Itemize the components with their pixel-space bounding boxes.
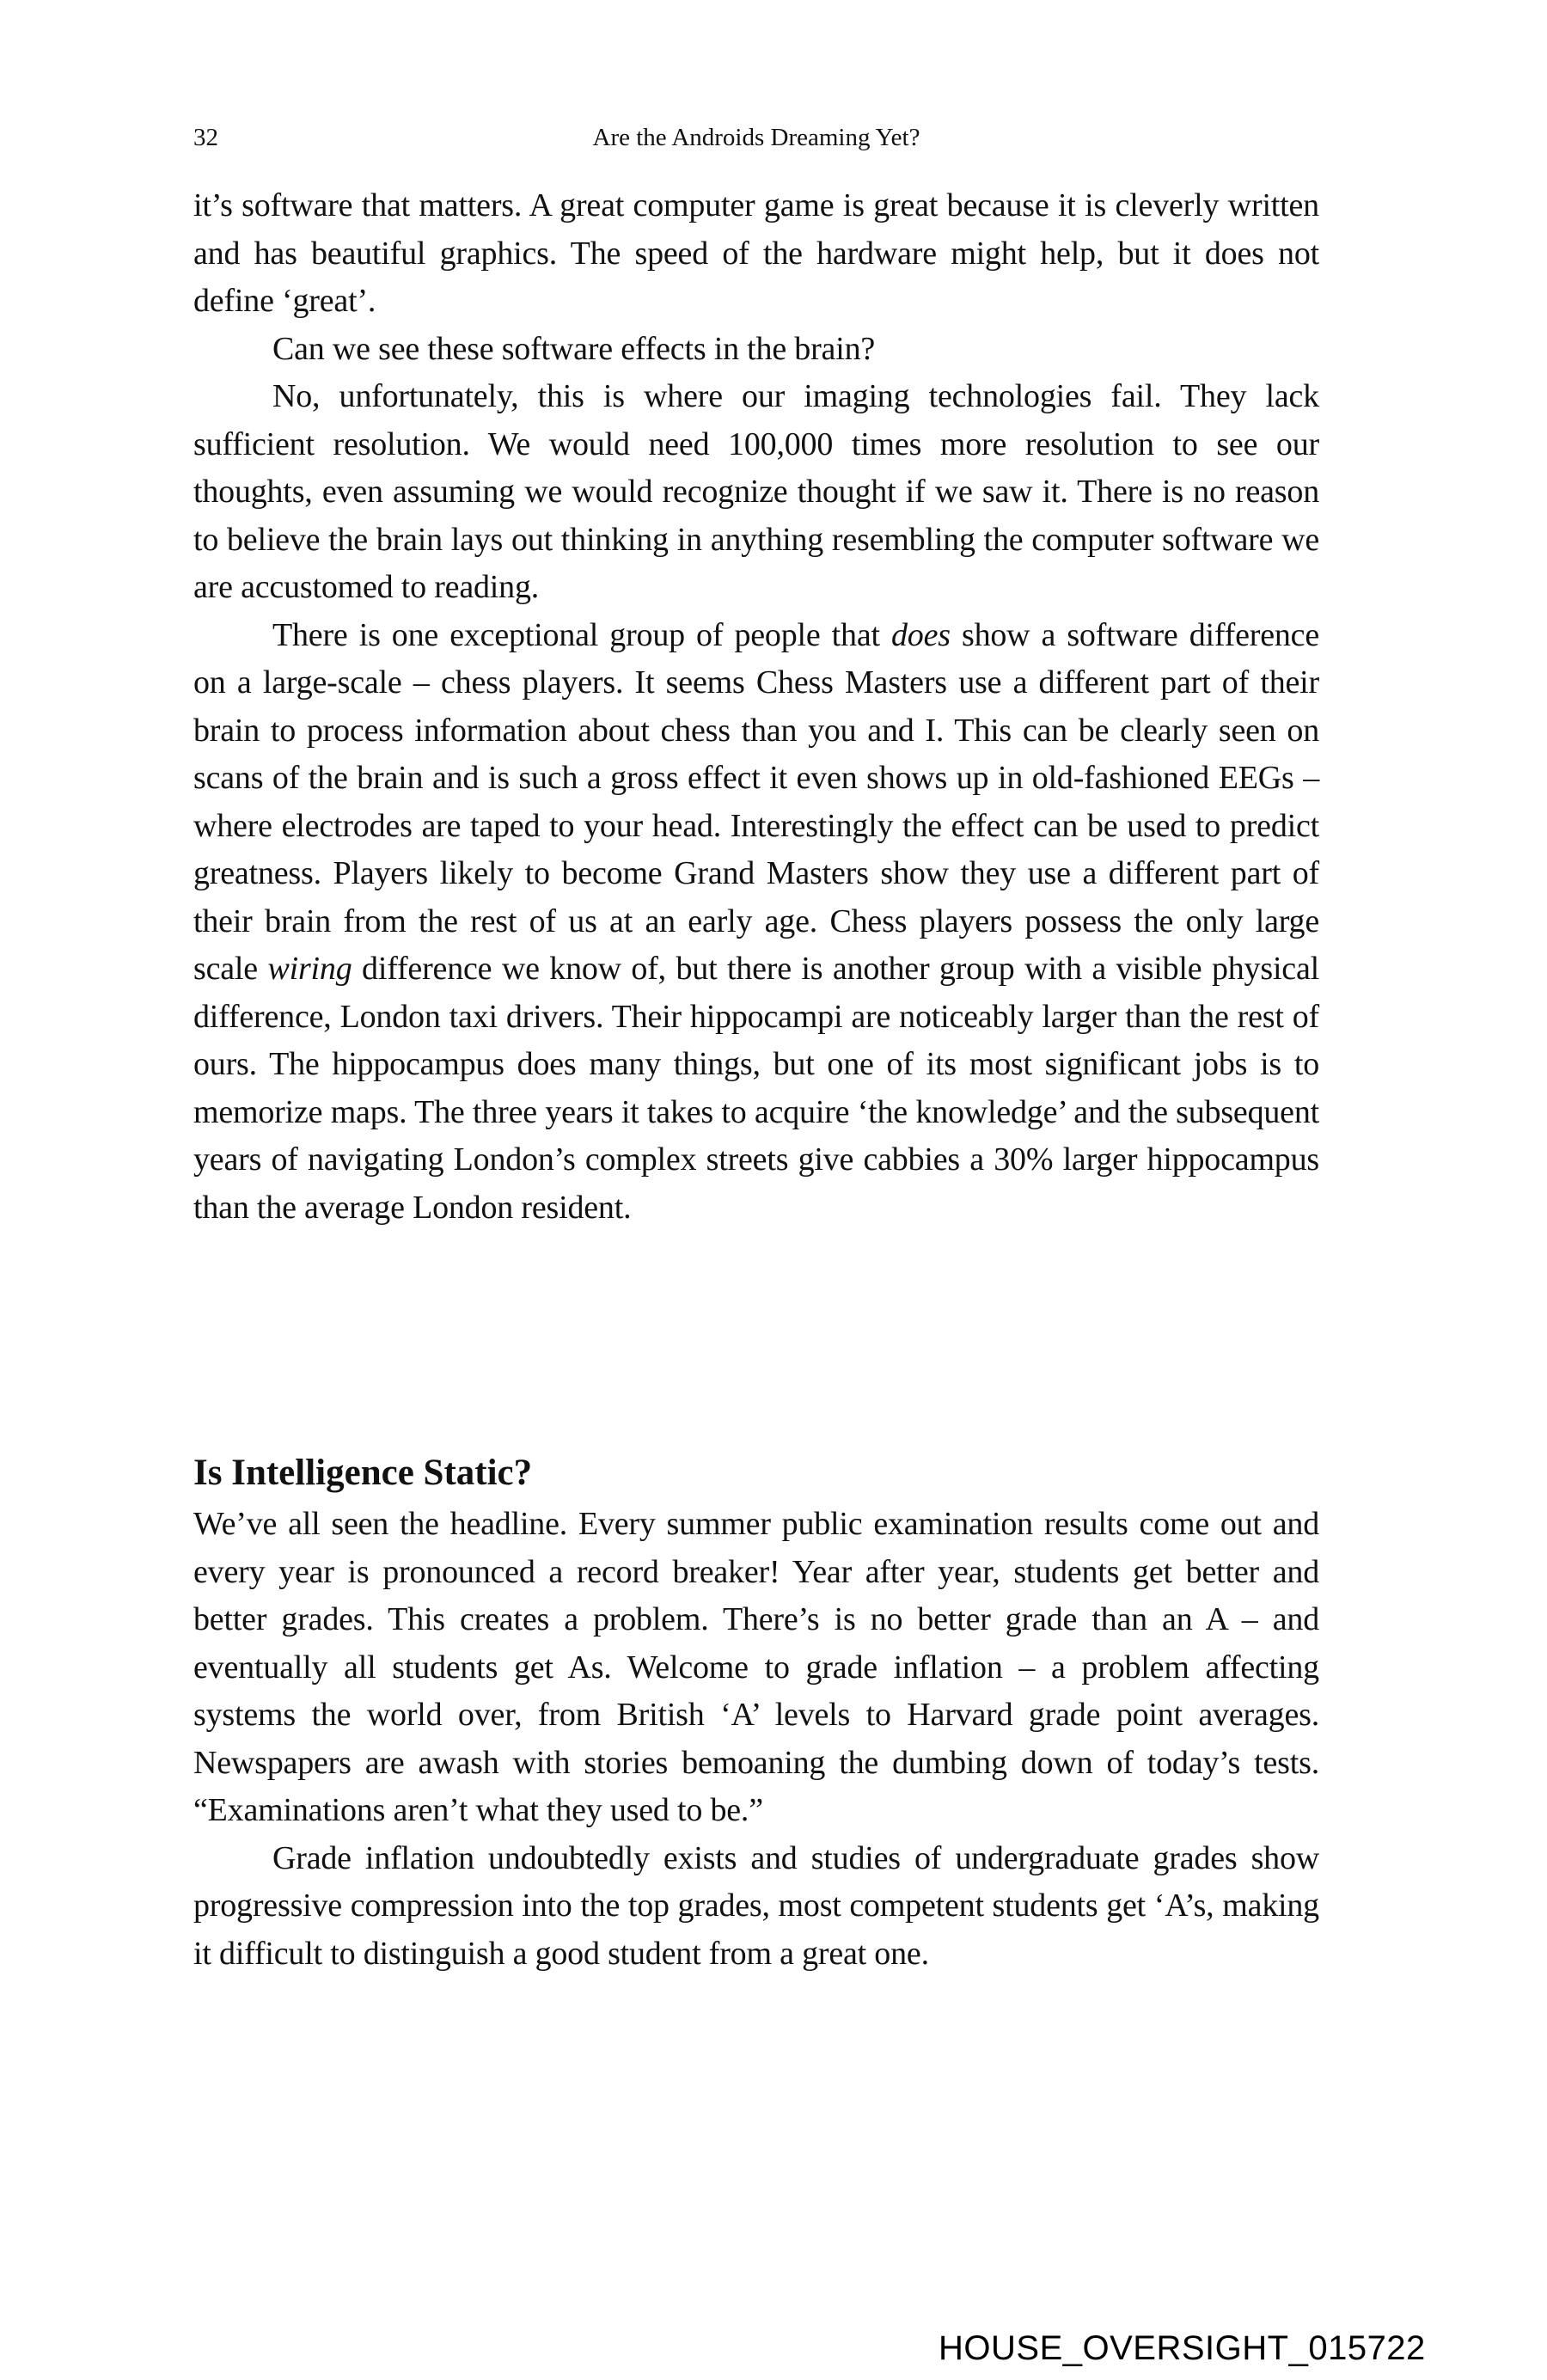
text-run: difference we know of, but there is another group with a visible physical difference, London taxi drivers. Their hippocampi are noticeably larger than the rest of ours. The hippocampus does many things, but one of its most significant jobs is to memorize maps. The three years it takes to acquire ‘the knowledge’ and the subsequent years of navigating London’s complex streets give cabbies a 30% larger hippocampus than the average London resident. — [193, 951, 1319, 1226]
running-head — [193, 119, 1319, 156]
bates-stamp: HOUSE_OVERSIGHT_015722 — [939, 2329, 1426, 2367]
italic-emphasis: wiring — [267, 951, 352, 987]
section-heading: Is Intelligence Static? — [193, 1453, 533, 1493]
paragraph: No, unfortunately, this is where our imaging technologies fail. They lack sufficient resolution. We would need 100,000 times more resolution to see our thoughts, even assuming we would recognize thought if we saw it. There is no reason to believe the brain lays out thinking in anything resembling the computer software we are accustomed to reading. — [193, 378, 1319, 605]
text-run: There is one exceptional group of people that — [272, 616, 891, 653]
book-title: Are the Androids Dreaming Yet? — [592, 124, 920, 151]
paragraph: Grade inflation undoubtedly exists and studies of undergraduate grades show progressive compression into the top grades, most competent students get ‘A’s, making it difficult to distinguish a good student from a great one. — [193, 1839, 1319, 1972]
page-number: 32 — [193, 124, 218, 151]
paragraph: We’ve all seen the headline. Every summer public examination results come out and every year is pronounced a record breaker! Year after year, students get better and better grades. This creates a problem. There’s is no better grade than an A – and eventually all students get As. Welcome to grade inflation – a problem affecting systems the world over, from British ‘A’ levels to Harvard grade point averages. Newspapers are awash with stories bemoaning the dumbing down of today’s tests. “Examinations aren’t what they used to be.” — [193, 1506, 1319, 1828]
paragraph: Can we see these software effects in the brain? — [272, 330, 876, 367]
section-body-1 — [193, 182, 1319, 1232]
section-body-2 — [193, 1501, 1319, 1978]
italic-emphasis: does — [890, 616, 951, 653]
text-run: show a software difference on a large-scale – chess players. It seems Chess Masters use a different part of their brain to process information about chess than you and I. This can be clearly seen on scans of the brain and is such a gross effect it even shows up in old-fashioned EEGs – where electrodes are taped to your head. Interestingly the effect can be used to predict greatness. Players likely to become Grand Masters show they use a different part of their brain from the rest of us at an early age. Chess players possess the only large scale — [193, 616, 1319, 987]
paragraph: it’s software that matters. A great computer game is great because it is cleverly written and has beautiful graphics. The speed of the hardware might help, but it does not define ‘great’. — [193, 187, 1319, 319]
paragraph-chess — [193, 612, 1319, 1233]
